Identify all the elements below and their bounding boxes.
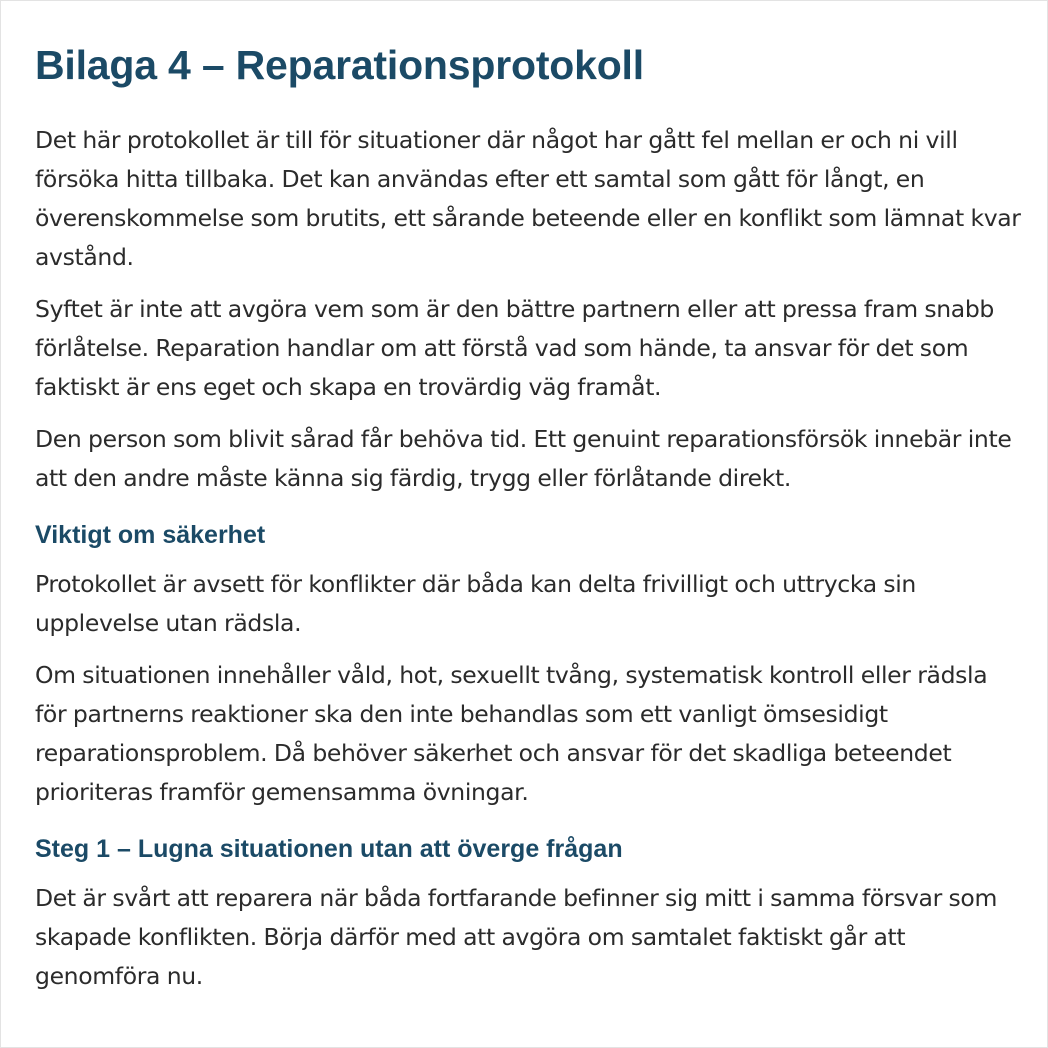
intro-paragraph: Det här protokollet är till för situationer där något har gått fel mellan er och ni vill försöka hitta tillbaka. Det kan användas efter ett samtal som gått för långt, en överenskommelse som brutits, ett sårande beteende eller en konflikt som lämnat kvar avstånd. (35, 126, 1021, 271)
document-content (35, 39, 1025, 1009)
step-1-paragraph: Det är svårt att reparera när båda fortfarande befinner sig mitt i samma försvar som skapade konflikten. Börja därför med att avgöra om samtalet faktiskt går att genomföra nu. (35, 884, 997, 990)
section-heading-step-1: Steg 1 – Lugna situationen utan att överge frågan (35, 835, 623, 863)
intro-paragraph: Den person som blivit sårad får behöva tid. Ett genuint reparationsförsök innebär inte att den andre måste känna sig färdig, trygg eller förlåtande direkt. (35, 425, 1012, 492)
section-heading-safety: Viktigt om säkerhet (35, 521, 266, 549)
safety-paragraph: Om situationen innehåller våld, hot, sexuellt tvång, systematisk kontroll eller rädsla för partnerns reaktioner ska den inte behandlas som ett vanligt ömsesidigt reparationsproblem. Då behöver säkerhet och ansvar för det skadliga beteendet prioriteras framför gemensamma övningar. (35, 661, 988, 806)
page-title: Bilaga 4 – Reparationsprotokoll (35, 42, 644, 88)
intro-paragraph: Syftet är inte att avgöra vem som är den bättre partnern eller att pressa fram snabb förlåtelse. Reparation handlar om att förstå vad som hände, ta ansvar för det som faktiskt är ens eget och skapa en trovärdig väg framåt. (35, 295, 994, 401)
safety-paragraph: Protokollet är avsett för konflikter där båda kan delta frivilligt och uttrycka sin upplevelse utan rädsla. (35, 570, 916, 637)
